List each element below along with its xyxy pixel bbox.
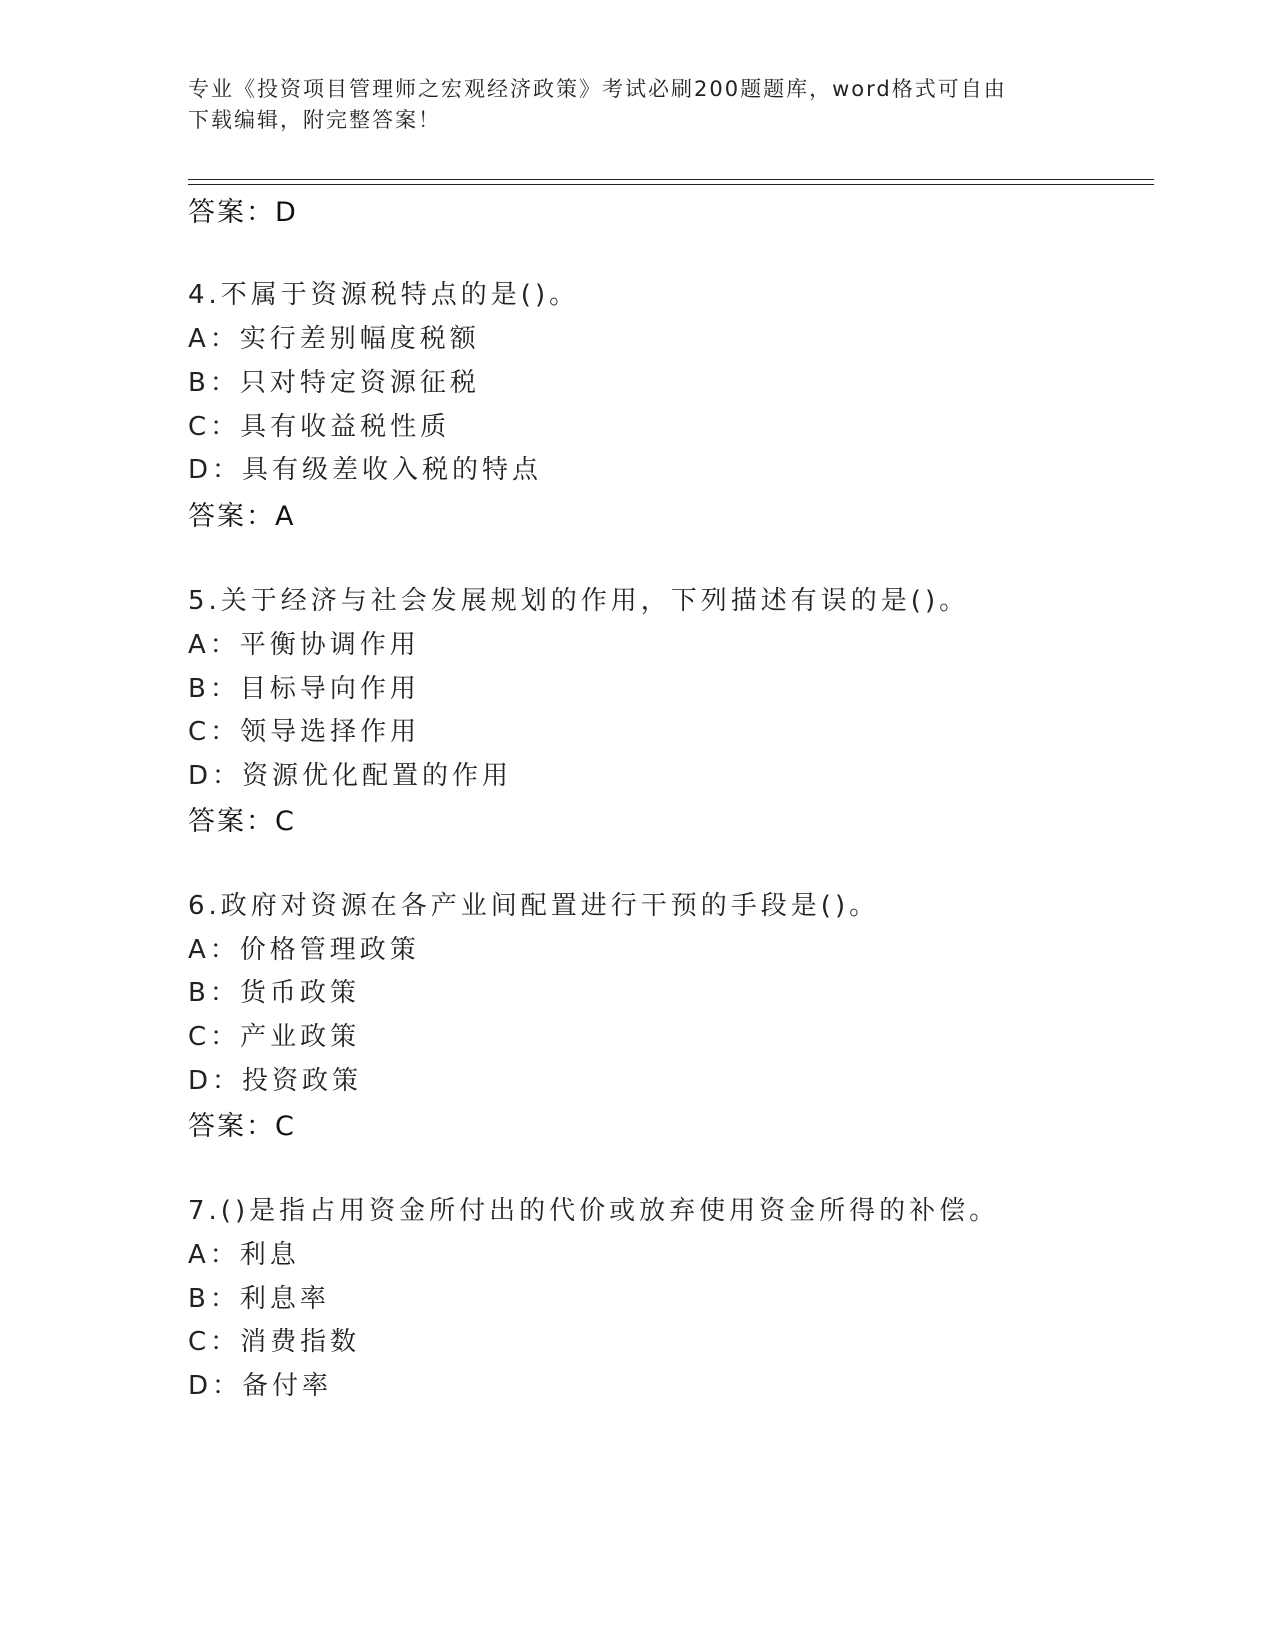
question-stem: 5.关于经济与社会发展规划的作用，下列描述有误的是()。	[188, 586, 970, 616]
option-c: C：具有收益税性质	[188, 412, 451, 442]
answer-label: 答案：D	[188, 197, 298, 228]
question-stem: 4.不属于资源税特点的是()。	[188, 280, 580, 310]
option-d: D：具有级差收入税的特点	[188, 455, 543, 485]
option-d: D：备付率	[188, 1371, 333, 1401]
option-b: B：利息率	[188, 1284, 330, 1314]
option-a: A：实行差别幅度税额	[188, 324, 480, 354]
option-b: B：货币政策	[188, 978, 360, 1008]
header-divider-top	[188, 179, 1154, 180]
answer-label: 答案：C	[188, 806, 296, 837]
option-a: A：价格管理政策	[188, 935, 420, 965]
header-line-1: 专业《投资项目管理师之宏观经济政策》考试必刷200题题库，word格式可自由	[188, 77, 1007, 101]
question-stem: 7.()是指占用资金所付出的代价或放弃使用资金所得的补偿。	[188, 1196, 1000, 1226]
option-d: D：资源优化配置的作用	[188, 761, 513, 791]
option-c: C：消费指数	[188, 1327, 361, 1357]
option-d: D：投资政策	[188, 1066, 363, 1096]
option-b: B：只对特定资源征税	[188, 368, 480, 398]
option-c: C：产业政策	[188, 1022, 361, 1052]
header-line-2: 下载编辑，附完整答案！	[188, 108, 441, 132]
header-divider-bottom	[188, 184, 1154, 185]
option-c: C：领导选择作用	[188, 717, 421, 747]
option-a: A：利息	[188, 1240, 300, 1270]
option-a: A：平衡协调作用	[188, 630, 420, 660]
answer-label: 答案：C	[188, 1111, 296, 1142]
question-stem: 6.政府对资源在各产业间配置进行干预的手段是()。	[188, 891, 880, 921]
option-b: B：目标导向作用	[188, 674, 420, 704]
answer-label: 答案：A	[188, 501, 296, 532]
document-header	[188, 74, 1088, 136]
